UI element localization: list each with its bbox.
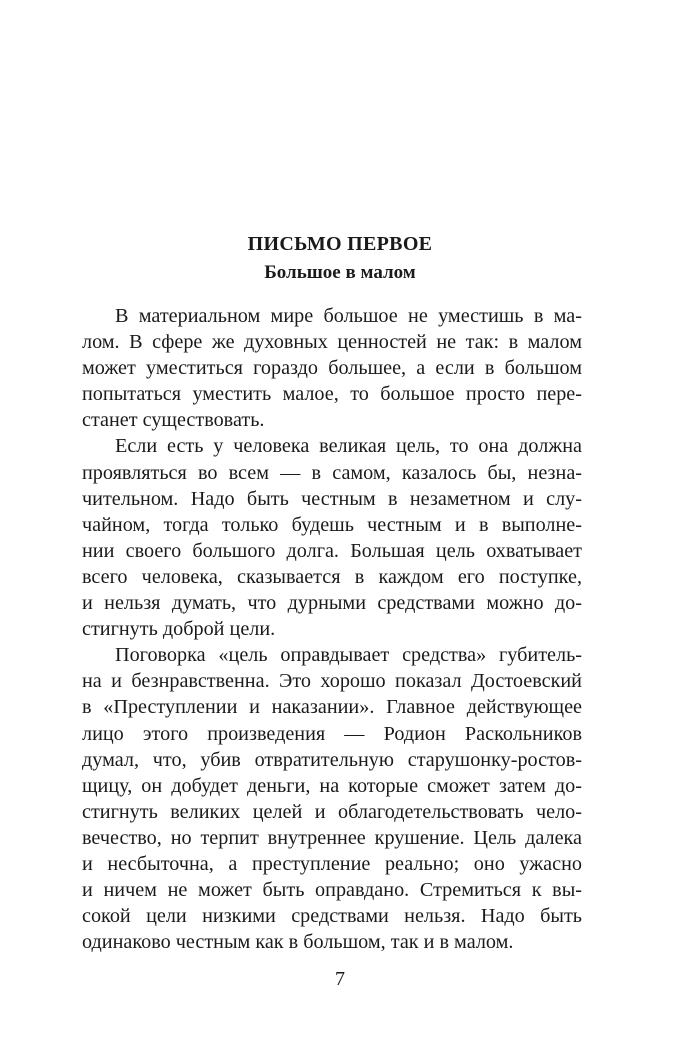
text-line: щицу, он добудет деньги, на которые сможет затем до- — [82, 774, 582, 797]
text-line: попытаться уместить малое, то большое просто пере- — [82, 383, 582, 406]
text-line: станет существовать. — [82, 409, 265, 432]
text-line: вечество, но терпит внутреннее крушение. Цель далека — [82, 826, 582, 849]
text-line: лом. В сфере же духовных ценностей не так: в малом — [82, 331, 582, 354]
text-line: и нельзя думать, что дурными средствами можно до- — [82, 592, 582, 615]
chapter-title: ПИСЬМО ПЕРВОЕ — [247, 233, 433, 255]
text-line: сокой цели низкими средствами нельзя. Надо быть — [82, 905, 582, 928]
text-line: всего человека, сказывается в каждом его поступке, — [82, 565, 582, 588]
text-line: В материальном мире большое не уместишь в ма- — [115, 305, 582, 327]
page-number: 7 — [335, 968, 345, 990]
text-line: чайном, тогда только будешь честным и в выполне- — [82, 513, 582, 536]
text-line: в «Преступлении и наказании». Главное действующее — [82, 696, 582, 719]
text-line: стигнуть великих целей и облагодетельствовать чело- — [82, 800, 582, 823]
text-line: чительном. Надо быть честным в незаметном и слу- — [82, 487, 582, 510]
text-line: проявляться во всем — в самом, казалось бы, незна- — [82, 461, 582, 484]
chapter-subtitle: Большое в малом — [264, 262, 416, 283]
text-line: на и безнравственна. Это хорошо показал Достоевский — [82, 670, 582, 693]
text-line: думал, что, убив отвратительную старушонку-ростов- — [82, 748, 582, 771]
body-text — [82, 303, 582, 955]
paragraph — [82, 642, 582, 955]
text-line: стигнуть доброй цели. — [82, 618, 276, 641]
text-line: и ничем не может быть оправдано. Стремиться к вы- — [82, 879, 582, 902]
text-line: нии своего большого долга. Большая цель охватывает — [82, 539, 582, 562]
text-line: лицо этого произведения — Родион Раскольников — [82, 722, 582, 745]
text-line: Поговорка «цель оправдывает средства» губитель- — [115, 644, 582, 667]
text-line: и несбыточна, а преступление реально; оно ужасно — [82, 852, 582, 875]
text-line: одинаково честным как в большом, так и в малом. — [82, 931, 514, 954]
text-line: Если есть у человека великая цель, то она должна — [115, 435, 582, 458]
paragraph — [82, 433, 582, 642]
text-line: может уместиться гораздо большее, а если в большом — [82, 357, 582, 380]
paragraph — [82, 303, 582, 433]
